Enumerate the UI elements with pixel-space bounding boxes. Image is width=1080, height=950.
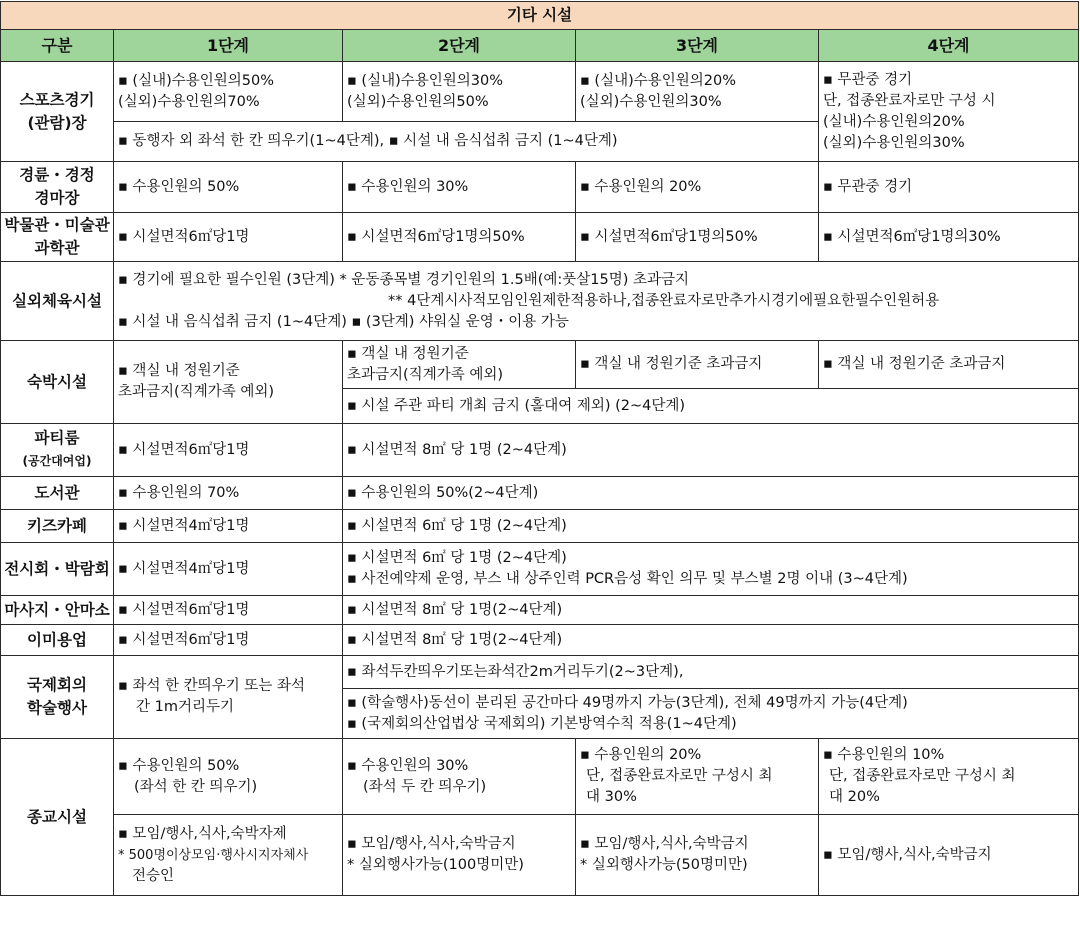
outdoor-sports-rules: ▪ 경기에 필요한 필수인원 (3단계) * 운동종목별 경기인원의 1.5배(예:풋살15명) 초과금지 ** 4단계시사적모임인원제한적용하나,접종완료자로만추가시경기에필요한필수인원허용 ▪ 시설 내 음식섭취 금지 (1~4단계) ▪ (3단계) 샤워실 운영・이용 가능 [114,262,1079,341]
header-stage-4: 4단계 [819,30,1079,62]
row-category-exhibition: 전시회・박람회 [1,543,114,596]
lodging-stage-4: ▪ 객실 내 정원기준 초과금지 [819,341,1079,389]
kidscafe-stage-1: ▪ 시설면적4㎡당1명 [114,510,343,543]
facility-table [0,1,1079,896]
library-stage-1: ▪ 수용인원의 70% [114,477,343,510]
row-category-library: 도서관 [1,477,114,510]
row-category-massage: 마사지・안마소 [1,596,114,625]
beauty-stage-2-4: ▪ 시설면적 8㎡ 당 1명(2~4단계) [343,625,1079,656]
row-category-beauty: 이미용업 [1,625,114,656]
header-category: 구분 [1,30,114,62]
religion-stage-4-gatherings: ▪ 모임/행사,식사,숙박금지 [819,815,1079,896]
lodging-stage-2: ▪ 객실 내 정원기준 초과금지(직계가족 예외) [343,341,576,389]
row-category-partyroom: 파티룸 (공간대여업) [1,424,114,477]
religion-stage-3-capacity: ▪ 수용인원의 20% 단, 접종완료자로만 구성시 최 대 30% [576,739,819,815]
conference-seating-rule: ▪ 좌석두칸띄우기또는좌석간2m거리두기(2~3단계), [343,656,1079,689]
sports-stage-4: ▪ 무관중 경기 단, 접종완료자로만 구성 시 (실내)수용인원의20% (실외)수용인원의30% [819,62,1079,162]
lodging-stage-3: ▪ 객실 내 정원기준 초과금지 [576,341,819,389]
partyroom-stage-2-4: ▪ 시설면적 8㎡ 당 1명 (2~4단계) [343,424,1079,477]
row-category-outdoor-sports: 실외체육시설 [1,262,114,341]
header-stage-2: 2단계 [343,30,576,62]
lodging-stage-1: ▪ 객실 내 정원기준 초과금지(직계가족 예외) [114,341,343,424]
religion-stage-4-capacity: ▪ 수용인원의 10% 단, 접종완료자로만 구성시 최 대 20% [819,739,1079,815]
partyroom-stage-1: ▪ 시설면적6㎡당1명 [114,424,343,477]
row-category-racing: 경륜・경정 경마장 [1,162,114,213]
row-category-sports: 스포츠경기 (관람)장 [1,62,114,162]
sports-stage-1: ▪ (실내)수용인원의50% (실외)수용인원의70% [114,62,343,122]
museum-stage-1: ▪ 시설면적6㎡당1명 [114,213,343,262]
racing-stage-1: ▪ 수용인원의 50% [114,162,343,213]
museum-stage-4: ▪ 시설면적6㎡당1명의30% [819,213,1079,262]
massage-stage-1: ▪ 시설면적6㎡당1명 [114,596,343,625]
library-stage-2-4: ▪ 수용인원의 50%(2~4단계) [343,477,1079,510]
table-title: 기타 시설 [1,2,1079,30]
row-category-kidscafe: 키즈카페 [1,510,114,543]
sports-stage-2: ▪ (실내)수용인원의30% (실외)수용인원의50% [343,62,576,122]
massage-stage-2-4: ▪ 시설면적 8㎡ 당 1명(2~4단계) [343,596,1079,625]
religion-stage-2-gatherings: ▪ 모임/행사,식사,숙박금지 * 실외행사가능(100명미만) [343,815,576,896]
sports-common: ▪ 동행자 외 좌석 한 칸 띄우기(1~4단계), ▪ 시설 내 음식섭취 금지 (1~4단계) [114,122,819,162]
lodging-party-rule: ▪ 시설 주관 파티 개최 금지 (홀대여 제외) (2~4단계) [343,389,1079,424]
religion-stage-1-gatherings: ▪ 모임/행사,식사,숙박자제 * 500명이상모임·행사시지자체사 전승인 [114,815,343,896]
exhibition-stage-1: ▪ 시설면적4㎡당1명 [114,543,343,596]
racing-stage-4: ▪ 무관중 경기 [819,162,1079,213]
religion-stage-2-capacity: ▪ 수용인원의 30% (좌석 두 칸 띄우기) [343,739,576,815]
racing-stage-2: ▪ 수용인원의 30% [343,162,576,213]
row-category-lodging: 숙박시설 [1,341,114,424]
religion-stage-1-capacity: ▪ 수용인원의 50% (좌석 한 칸 띄우기) [114,739,343,815]
row-category-conference: 국제회의 학술행사 [1,656,114,739]
religion-stage-3-gatherings: ▪ 모임/행사,식사,숙박금지 * 실외행사가능(50명미만) [576,815,819,896]
row-category-religion: 종교시설 [1,739,114,896]
header-stage-1: 1단계 [114,30,343,62]
racing-stage-3: ▪ 수용인원의 20% [576,162,819,213]
conference-rules: ▪ (학술행사)동선이 분리된 공간마다 49명까지 가능(3단계), 전체 49명까지 가능(4단계) ▪ (국제회의산업법상 국제회의) 기본방역수칙 적용(1~4단계) [343,689,1079,739]
row-category-museum: 박물관・미술관 과학관 [1,213,114,262]
sports-stage-3: ▪ (실내)수용인원의20% (실외)수용인원의30% [576,62,819,122]
header-stage-3: 3단계 [576,30,819,62]
museum-stage-2: ▪ 시설면적6㎡당1명의50% [343,213,576,262]
conference-stage-1: ▪ 좌석 한 칸띄우기 또는 좌석 간 1m거리두기 [114,656,343,739]
exhibition-stage-2-4: ▪ 시설면적 6㎡ 당 1명 (2~4단계) ▪ 사전예약제 운영, 부스 내 상주인력 PCR음성 확인 의무 및 부스별 2명 이내 (3~4단계) [343,543,1079,596]
beauty-stage-1: ▪ 시설면적6㎡당1명 [114,625,343,656]
kidscafe-stage-2-4: ▪ 시설면적 6㎡ 당 1명 (2~4단계) [343,510,1079,543]
museum-stage-3: ▪ 시설면적6㎡당1명의50% [576,213,819,262]
